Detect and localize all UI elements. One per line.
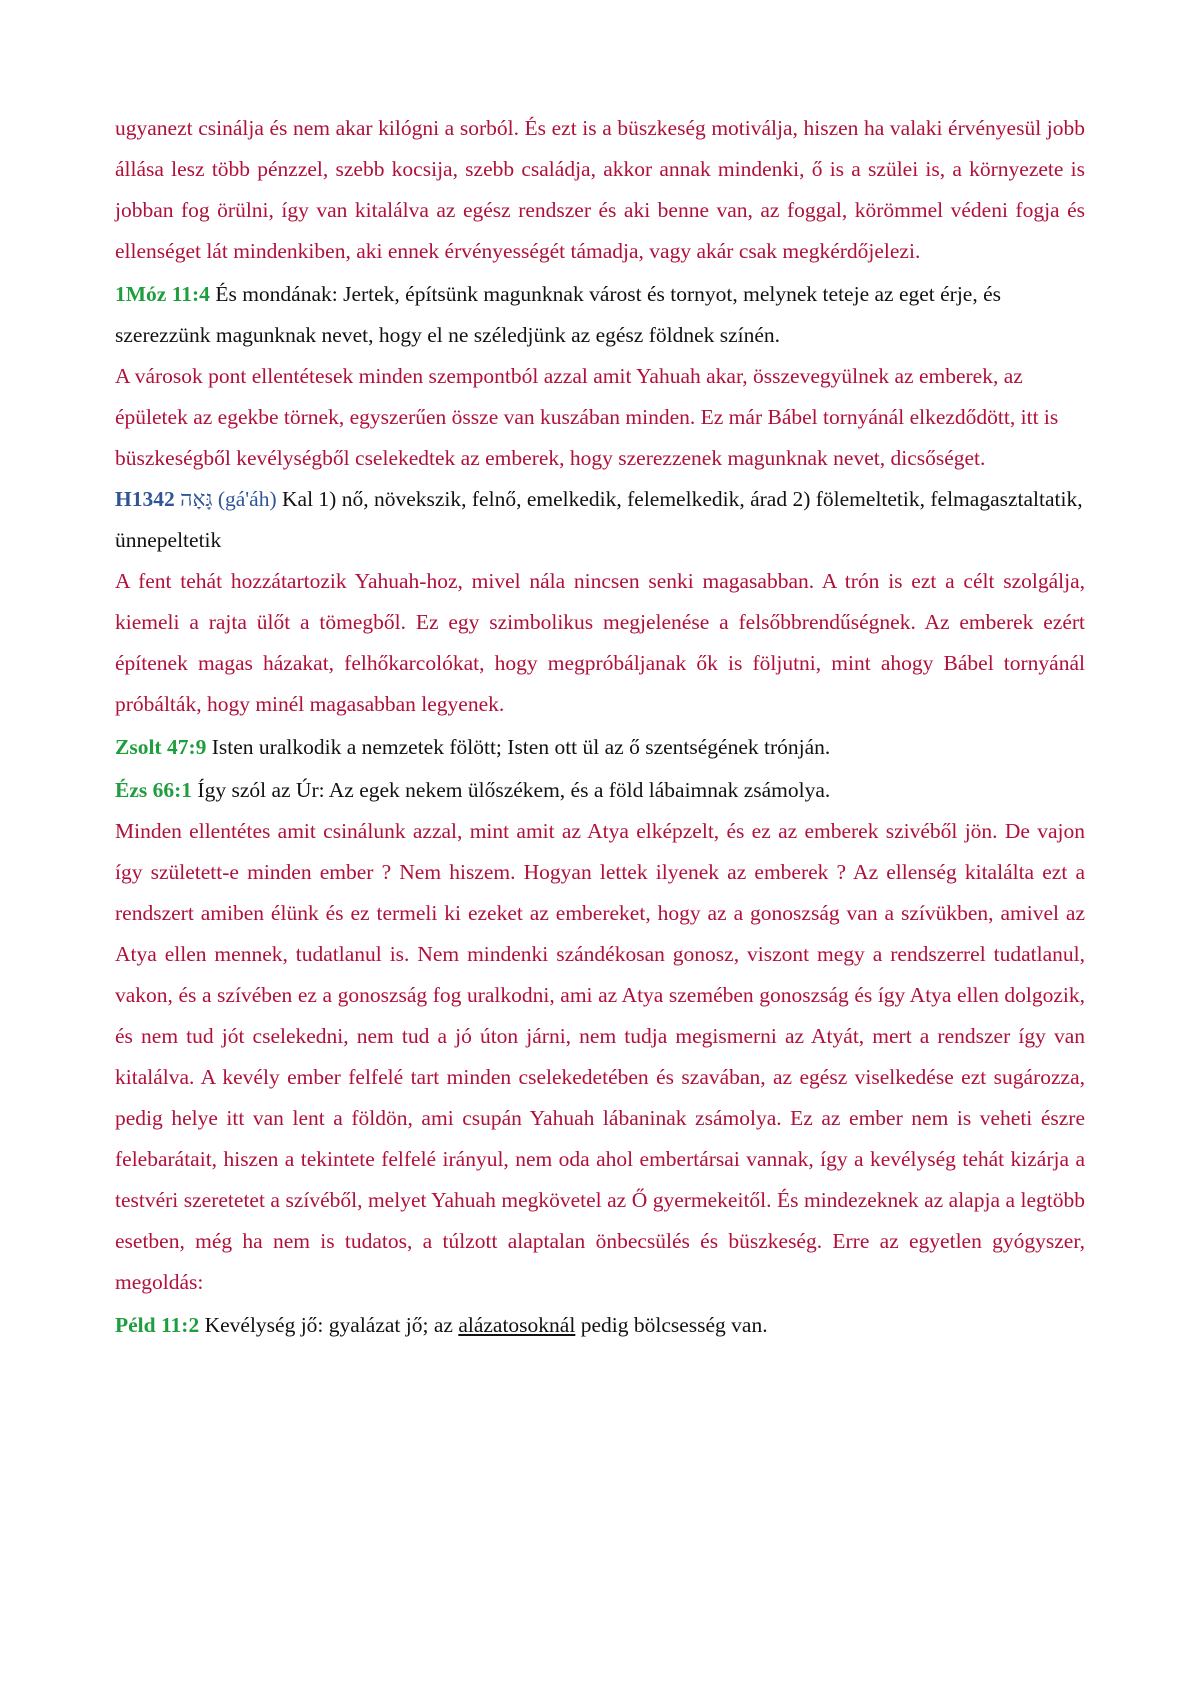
verse-text: Isten uralkodik a nemzetek fölött; Isten ott ül az ő szentségének trónján. — [206, 735, 831, 759]
bible-verse — [115, 1305, 1085, 1346]
underlined-word: alázatosoknál — [458, 1313, 576, 1337]
verse-reference: Zsolt 47:9 — [115, 735, 207, 759]
transliteration: (gá'áh) — [217, 487, 277, 511]
definition-text: Kal 1) nő, növekszik, felnő, emelkedik, felemelkedik, árad 2) fölemeltetik, felmagasztaltatik, ünnepeltetik — [115, 487, 1083, 552]
verse-text: És mondának: Jertek, építsünk magunknak várost és tornyot, melynek teteje az eget érje, és szerezzünk magunknak nevet, hogy el ne széledjünk az egész földnek színén. — [115, 282, 1002, 347]
document-page — [115, 108, 1085, 1346]
commentary-paragraph: Minden ellentétes amit csinálunk azzal, mint amit az Atya elképzelt, és ez az emberek szivéből jön. De vajon így született-e minden ember ? Nem hiszem. Hogyan lettek ilyenek az emberek ? Az ellenség kitalálta ezt a rendszert amiben élünk és ez termeli ki ezeket az embereket, hogy az a gonoszság van a szívükben, amivel az Atya ellen mennek, tudatlanul is. Nem mindenki szándékosan gonosz, viszont megy a rendszerrel tudatlanul, vakon, és a szívében ez a gonoszság fog uralkodni, ami az Atya szemében gonoszság és így Atya ellen dolgozik, és nem tud jót cselekedni, nem tud a jó úton járni, nem tudja megismerni az Atyát, mert a rendszer így van kitalálva. A kevély ember felfelé tart minden cselekedetében és szavában, az egész viselkedése ezt sugározza, pedig helye itt van lent a földön, ami csupán Yahuah lábaninak zsámolya. Ez az ember nem is veheti észre felebarátait, hiszen a tekintete felfelé irányul, nem oda ahol embertársai vannak, így a kevélység tehát kizárja a testvéri szeretetet a szívéből, melyet Yahuah megkövetel az Ő gyermekeitől. És mindezeknek az alapja a legtöbb esetben, még ha nem is tudatos, a túlzott alaptalan önbecsülés és büszkeség. Erre az egyetlen gyógyszer, megoldás: — [115, 819, 1085, 1294]
verse-text: pedig bölcsesség van. — [575, 1313, 768, 1337]
strong-dictionary-entry — [115, 479, 1085, 561]
commentary-paragraph: A városok pont ellentétesek minden szempontból azzal amit Yahuah akar, összevegyülnek az emberek, az épületek az egekbe törnek, egyszerűen össze van kuszában minden. Ez már Bábel tornyánál elkezdődött, itt is büszkeségből kevélységből cselekedtek az emberek, hogy szerezzenek magunknak nevet, dicsőséget. — [115, 364, 1059, 470]
strong-number: H1342 — [115, 487, 175, 511]
hebrew-word: גָּאָה — [180, 487, 213, 511]
bible-verse — [115, 274, 1085, 356]
commentary-paragraph: A fent tehát hozzátartozik Yahuah-hoz, mivel nála nincsen senki magasabban. A trón is ezt a célt szolgálja, kiemeli a rajta ülőt a tömegből. Ez egy szimbolikus megjelenése a felsőbbrendűségnek. Az emberek ezért építenek magas házakat, felhőkarcolókat, hogy megpróbáljanak ők is följutni, mint ahogy Bábel tornyánál próbálták, hogy minél magasabban legyenek. — [115, 569, 1085, 716]
verse-text: Így szól az Úr: Az egek nekem ülőszékem, és a föld lábaimnak zsámolya. — [192, 778, 831, 802]
verse-reference: Ézs 66:1 — [115, 778, 193, 802]
verse-text: Kevélység jő: gyalázat jő; az — [199, 1313, 459, 1337]
verse-reference: Péld 11:2 — [115, 1313, 200, 1337]
commentary-paragraph: ugyanezt csinálja és nem akar kilógni a sorból. És ezt is a büszkeség motiválja, hiszen ha valaki érvényesül jobb állása lesz több pénzzel, szebb kocsija, szebb családja, akkor annak mindenki, ő is a szülei is, a környezete is jobban fog örülni, így van kitalálva az egész rendszer és aki benne van, az foggal, körömmel védeni fogja és ellenséget lát mindenkiben, aki ennek érvényességét támadja, vagy akár csak megkérdőjelezi. — [115, 116, 1085, 263]
bible-verse — [115, 727, 1085, 768]
verse-reference: 1Móz 11:4 — [115, 282, 210, 306]
bible-verse — [115, 770, 1085, 811]
